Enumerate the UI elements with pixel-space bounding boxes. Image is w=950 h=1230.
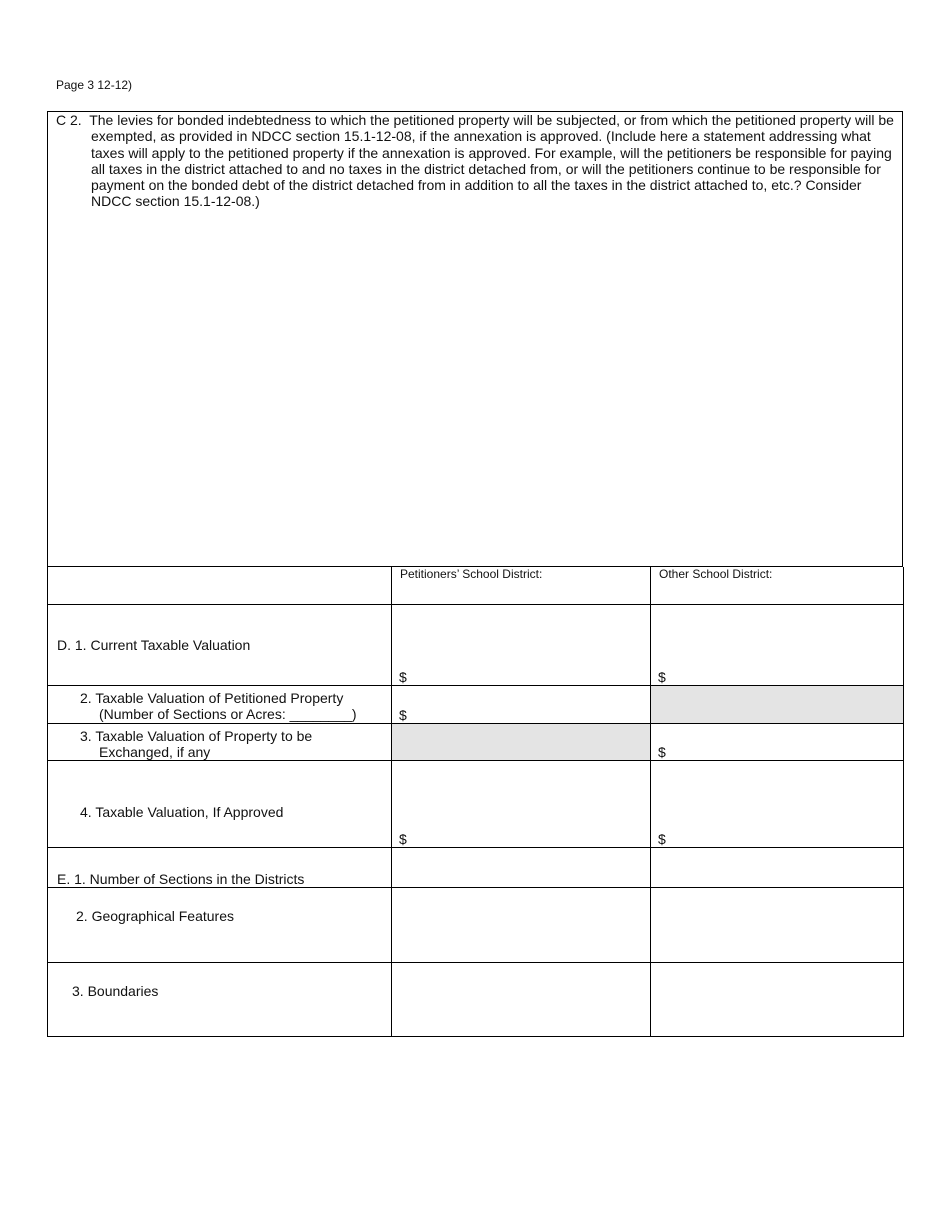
row-d3-label-line1: 3. Taxable Valuation of Property to be [80,727,313,744]
row-e2-label-cell [48,887,392,962]
row-d3-label-line2: Exchanged, if any [99,743,211,760]
row-d2-label [80,690,357,722]
row-d3-petitioners-shaded [392,723,651,760]
row-d1-label-cell [48,604,392,685]
column-header-other: Other School District: [651,567,904,604]
dollar-sign: $ [399,706,407,723]
dollar-sign: $ [399,830,407,847]
row-d3-label-cell [48,723,392,760]
section-c2-box[interactable] [47,111,903,567]
row-e3-label-cell [48,962,392,1036]
dollar-sign: $ [658,668,666,685]
row-d2-label-line2: (Number of Sections or Acres: ________) [99,705,357,722]
row-e2-other-input[interactable] [651,887,904,962]
row-d2-label-cell [48,685,392,723]
row-d4-petitioners-input[interactable] [392,760,651,847]
row-e1-label: E. 1. Number of Sections in the Districts [57,870,305,887]
section-c2-description: The levies for bonded indebtedness to which the petitioned property will be subjected, or from which the petitioned property will be exempted, as provided in NDCC section 15.1-12-08, if the annexation is approved. (Include here a statement addressing what taxes will apply to the petitioned property if the annexation is approved. For example, will the petitioners be responsible for paying all taxes in the district attached to and no taxes in the district detached from, or will the petitioners continue to be responsible for payment on the bonded debt of the district detached from in addition to all the taxes in the district attached to, etc.? Consider NDCC section 15.1-12-08.) [89,112,894,210]
row-d4-label: 4. Taxable Valuation, If Approved [80,803,284,820]
row-d2-label-line1: 2. Taxable Valuation of Petitioned Property [80,689,344,706]
column-header-petitioners: Petitioners’ School District: [392,567,651,604]
section-c2-text [56,112,894,210]
row-e3-petitioners-input[interactable] [392,962,651,1036]
valuation-table [47,567,904,1037]
row-d2-other-shaded [651,685,904,723]
row-d3-other-input[interactable] [651,723,904,760]
row-d3-label [80,728,312,760]
row-d4-label-cell [48,760,392,847]
row-e3-other-input[interactable] [651,962,904,1036]
row-e3-label: 3. Boundaries [72,982,159,999]
dollar-sign: $ [399,668,407,685]
section-c2-label: C 2. [56,112,82,128]
header-blank-cell [48,567,392,604]
row-e2-label: 2. Geographical Features [76,907,234,924]
dollar-sign: $ [658,743,666,760]
page-header: Page 3 12-12) [56,78,133,92]
row-d1-other-input[interactable] [651,604,904,685]
row-e1-other-input[interactable] [651,847,904,887]
row-e2-petitioners-input[interactable] [392,887,651,962]
row-d1-label: D. 1. Current Taxable Valuation [57,636,251,653]
row-d1-petitioners-input[interactable] [392,604,651,685]
row-e1-label-cell [48,847,392,887]
row-e1-petitioners-input[interactable] [392,847,651,887]
row-d2-petitioners-input[interactable] [392,685,651,723]
dollar-sign: $ [658,830,666,847]
row-d4-other-input[interactable] [651,760,904,847]
